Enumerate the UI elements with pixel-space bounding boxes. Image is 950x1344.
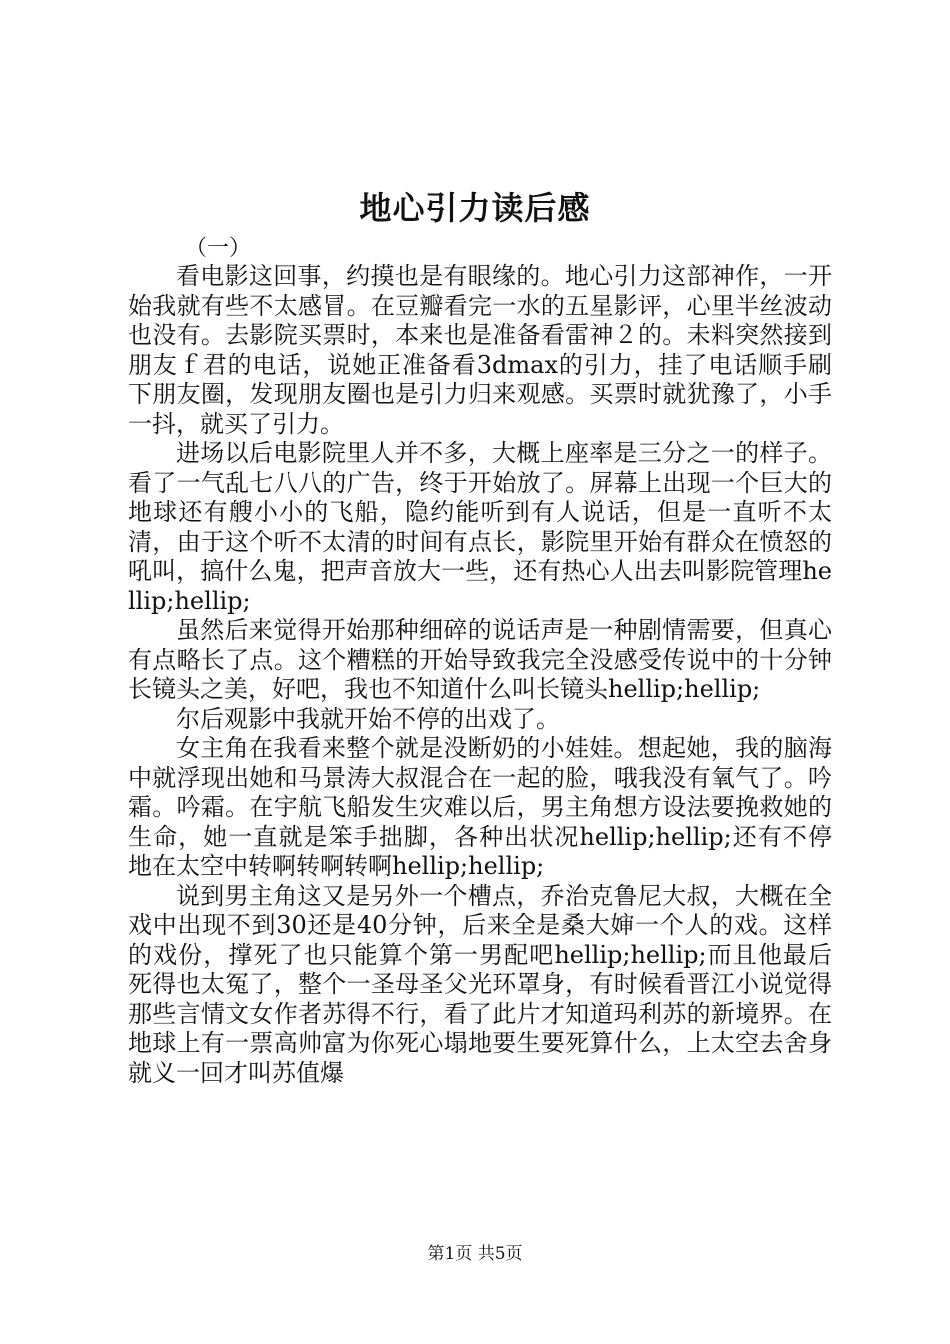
section-label: （一） xyxy=(185,236,252,261)
paragraph: 尔后观影中我就开始不停的出戏了。 xyxy=(176,704,560,733)
paragraph: 说到男主角这又是另外一个槽点，乔治克鲁尼大叔，大概在全戏中出现不到30还是40分钟，后来全是桑大婶一个人的戏。这样的戏份，撑死了也只能算个第一男配吧hellip;hellip;而且他最后死得也太冤了，整个一圣母圣父光环罩身，有时候看晋江小说觉得那些言情文女作者苏得不行，看了此片才知道玛利苏的新境界。在地球上有一票高帅富为你死心塌地要生要死算什么，上太空去舍身就义一回才叫苏值爆 xyxy=(128,881,832,1087)
paragraph: 看电影这回事，约摸也是有眼缘的。地心引力这部神作，一开始我就有些不太感冒。在豆瓣看完一水的五星影评，心里半丝波动也没有。去影院买票时，本来也是准备看雷神２的。未料突然接到朋友ｆ君的电话，说她正准备看3dmax的引力，挂了电话顺手刷下朋友圈，发现朋友圈也是引力归来观感。买票时就犹豫了，小手一抖，就买了引力。 xyxy=(128,262,832,438)
paragraph: 女主角在我看来整个就是没断奶的小娃娃。想起她，我的脑海中就浮现出她和马景涛大叔混合在一起的脸，哦我没有氧气了。吟霜。吟霜。在宇航飞船发生灾难以后，男主角想方设法要挽救她的生命，她一直就是笨手拙脚，各种出状况hellip;hellip;还有不停地在太空中转啊转啊转啊hellip;hellip; xyxy=(128,734,832,880)
paragraph: 进场以后电影院里人并不多，大概上座率是三分之一的样子。看了一气乱七八八的广告，终于开始放了。屏幕上出现一个巨大的地球还有艘小小的飞船，隐约能听到有人说话，但是一直听不太清，由于这个听不太清的时间有点长，影院里开始有群众在愤怒的吼叫，搞什么鬼，把声音放大一些，还有热心人出去叫影院管理hellip;hellip; xyxy=(128,439,832,615)
page-footer: 第1页 共5页 xyxy=(427,1244,523,1264)
document-body xyxy=(128,262,832,1088)
paragraph: 虽然后来觉得开始那种细碎的说话声是一种剧情需要，但真心有点略长了点。这个糟糕的开始导致我完全没感受传说中的十分钟长镜头之美，好吧，我也不知道什么叫长镜头hellip;hellip; xyxy=(128,616,832,703)
document-title: 地心引力读后感 xyxy=(359,189,591,227)
